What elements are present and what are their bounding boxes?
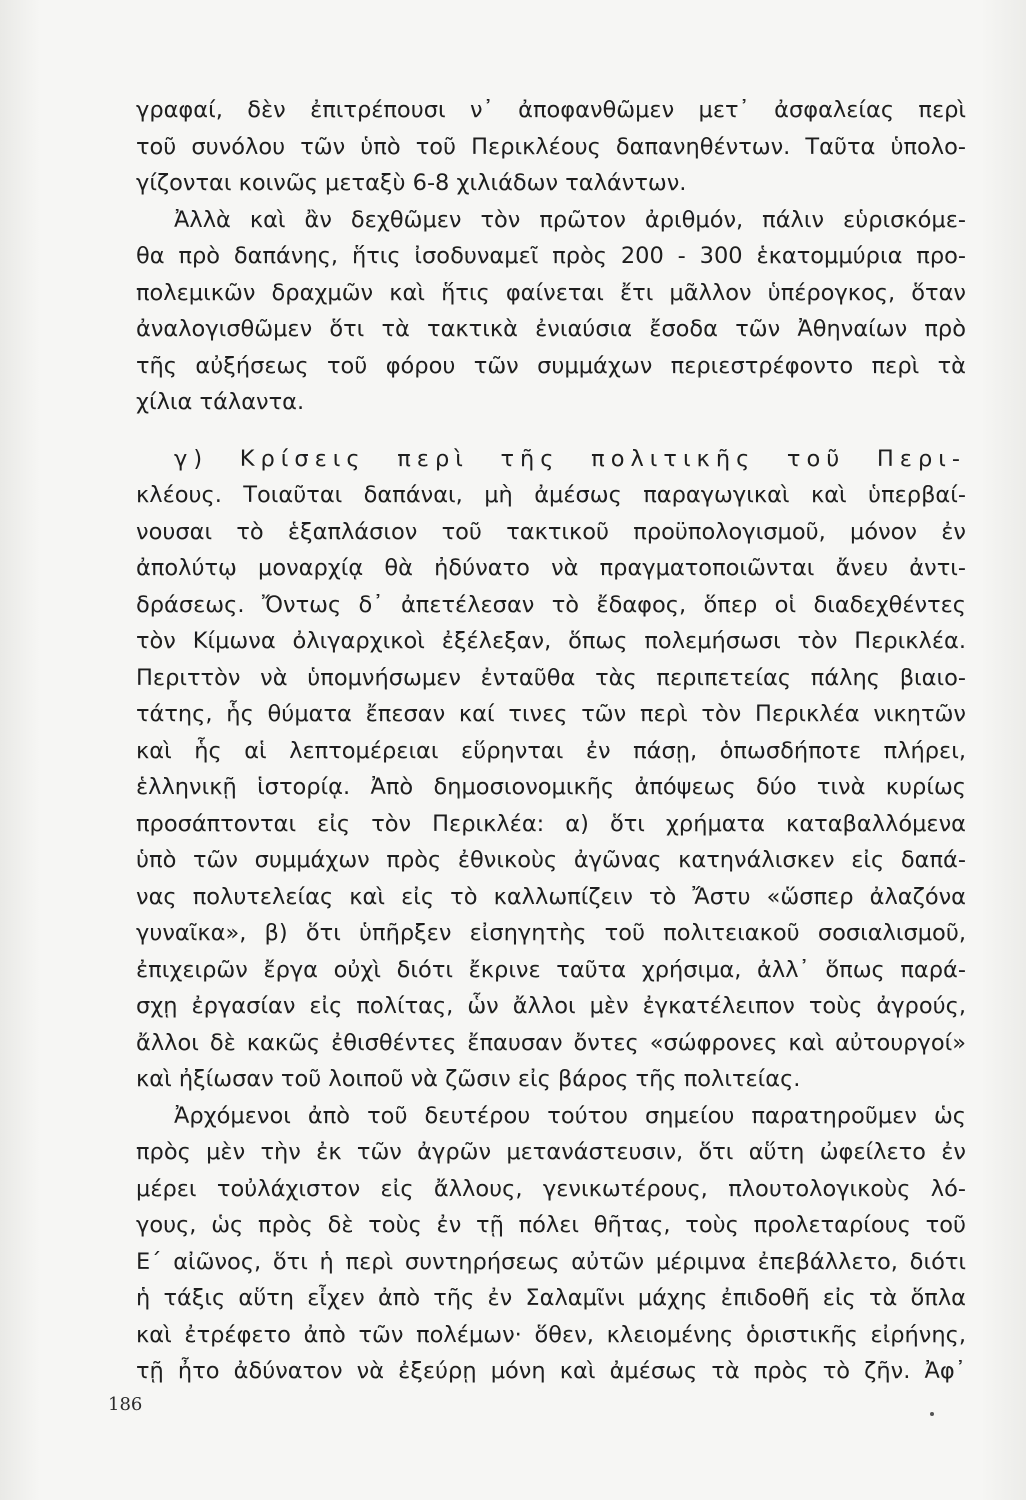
text-line: νας πολυτελείας καὶ εἰς τὸ καλλωπίζειν τὸ Ἄστυ «ὥσπερ ἀλαζόνα: [136, 883, 966, 910]
text-line: γραφαί, δὲν ἐπιτρέπουσι ν᾽ ἀποφανθῶμεν μετ᾽ ἀσφαλείας περὶ: [136, 97, 966, 123]
page-number: 186: [108, 1394, 143, 1415]
text-line: προσάπτονται εἰς τὸν Περικλέα: α) ὅτι χρήματα καταβαλλόμενα: [136, 810, 966, 837]
text-line: τάτης, ἧς θύματα ἔπεσαν καί τινες τῶν περὶ τὸν Περικλέα νικητῶν: [136, 701, 966, 727]
text-line: γίζονται κοινῶς μεταξὺ 6-8 χιλιάδων ταλάντων.: [136, 170, 687, 196]
text-line: κλέους. Τοιαῦται δαπάναι, μὴ ἀμέσως παραγωγικαὶ καὶ ὑπερβαί-: [136, 482, 966, 508]
text-line: πρὸς μὲν τὴν ἐκ τῶν ἀγρῶν μετανάστευσιν, ὅτι αὕτη ὠφείλετο ἐν: [136, 1139, 966, 1165]
text-line: πολεμικῶν δραχμῶν καὶ ἥτις φαίνεται ἔτι μᾶλλον ὑπέρογκος, ὅταν: [136, 279, 966, 306]
text-line: θα πρὸ δαπάνης, ἥτις ἰσοδυναμεῖ πρὸς 200 - 300 ἑκατομμύρια προ-: [136, 243, 966, 269]
text-line: νουσαι τὸ ἑξαπλάσιον τοῦ τακτικοῦ προϋπολογισμοῦ, μόνον ἐν: [136, 518, 966, 545]
text-line: ἄλλοι δὲ κακῶς ἐθισθέντες ἔπαυσαν ὄντες «σώφρονες καὶ αὐτουργοί»: [136, 1029, 966, 1056]
body-text: [136, 92, 966, 1390]
text-line: καὶ ἐτρέφετο ἀπὸ τῶν πολέμων· ὅθεν, κλειομένης ὁριστικῆς εἰρήνης,: [136, 1321, 966, 1348]
text-line: ἐπιχειρῶν ἔργα οὐχὶ διότι ἔκρινε ταῦτα χρήσιμα, ἀλλ᾽ ὅπως παρά-: [136, 956, 966, 983]
text-line: τὸν Κίμωνα ὀλιγαρχικοὶ ἐξέλεξαν, ὅπως πολεμήσωσι τὸν Περικλέα.: [136, 628, 966, 654]
text-line: τῆς αὐξήσεως τοῦ φόρου τῶν συμμάχων περιεστρέφοντο περὶ τὰ: [136, 352, 966, 379]
text-line: ἑλληνικῇ ἱστορίᾳ. Ἀπὸ δημοσιονομικῆς ἀπόψεως δύο τινὰ κυρίως: [136, 774, 966, 800]
text-line: ἡ τάξις αὕτη εἶχεν ἀπὸ τῆς ἐν Σαλαμῖνι μάχης ἐπιδοθῆ εἰς τὰ ὅπλα: [136, 1285, 966, 1311]
print-speck: [930, 1412, 934, 1416]
text-line: μέρει τοὐλάχιστον εἰς ἄλλους, γενικωτέρους, πλουτολογικοὺς λό-: [136, 1175, 966, 1202]
text-line: δράσεως. Ὄντως δ᾽ ἀπετέλεσαν τὸ ἔδαφος, ὅπερ οἱ διαδεχθέντες: [136, 591, 966, 618]
text-line: Ἀρχόμενοι ἀπὸ τοῦ δευτέρου τούτου σημείου παρατηροῦμεν ὡς: [174, 1102, 966, 1129]
text-line: γυναῖκα», β) ὅτι ὑπῆρξεν εἰσηγητὴς τοῦ πολιτειακοῦ σοσιαλισμοῦ,: [136, 920, 966, 946]
section-heading-line: γ) Κρίσεις περὶ τῆς πολιτικῆς τοῦ Περι-: [174, 445, 966, 472]
text-line: Περιττὸν νὰ ὑπομνήσωμεν ἐνταῦθα τὰς περιπετείας πάλης βιαιο-: [136, 664, 966, 691]
text-line: καὶ ἠξίωσαν τοῦ λοιποῦ νὰ ζῶσιν εἰς βάρος τῆς πολιτείας.: [136, 1066, 801, 1092]
text-line: ὑπὸ τῶν συμμάχων πρὸς ἐθνικοὺς ἀγῶνας κατηνάλισκεν εἰς δαπά-: [136, 847, 966, 873]
text-line: Ε´ αἰῶνος, ὅτι ἡ περὶ συντηρήσεως αὐτῶν μέριμνα ἐπεβάλλετο, διότι: [136, 1248, 966, 1275]
text-line: καὶ ἧς αἱ λεπτομέρειαι εὕρηνται ἐν πάσῃ, ὁπωσδήποτε πλήρει,: [136, 737, 966, 764]
text-line: σχῃ ἐργασίαν εἰς πολίτας, ὧν ἄλλοι μὲν ἐγκατέλειπον τοὺς ἀγρούς,: [136, 993, 966, 1019]
text-line: τῇ ἦτο ἀδύνατον νὰ ἐξεύρῃ μόνη καὶ ἀμέσως τὰ πρὸς τὸ ζῆν. Ἀφ᾽: [136, 1358, 966, 1384]
text-line: γους, ὡς πρὸς δὲ τοὺς ἐν τῇ πόλει θῆτας, τοὺς προλεταρίους τοῦ: [136, 1212, 966, 1238]
text-line: χίλια τάλαντα.: [136, 389, 305, 415]
text-line: ἀναλογισθῶμεν ὅτι τὰ τακτικὰ ἐνιαύσια ἔσοδα τῶν Ἀθηναίων πρὸ: [136, 316, 966, 342]
text-line: Ἀλλὰ καὶ ἂν δεχθῶμεν τὸν πρῶτον ἀριθμόν, πάλιν εὑρισκόμε-: [174, 206, 966, 233]
text-line: ἀπολύτῳ μοναρχίᾳ θὰ ἠδύνατο νὰ πραγματοποιῶνται ἄνευ ἀντι-: [136, 555, 966, 581]
text-line: τοῦ συνόλου τῶν ὑπὸ τοῦ Περικλέους δαπανηθέντων. Ταῦτα ὑπολο-: [136, 133, 966, 160]
